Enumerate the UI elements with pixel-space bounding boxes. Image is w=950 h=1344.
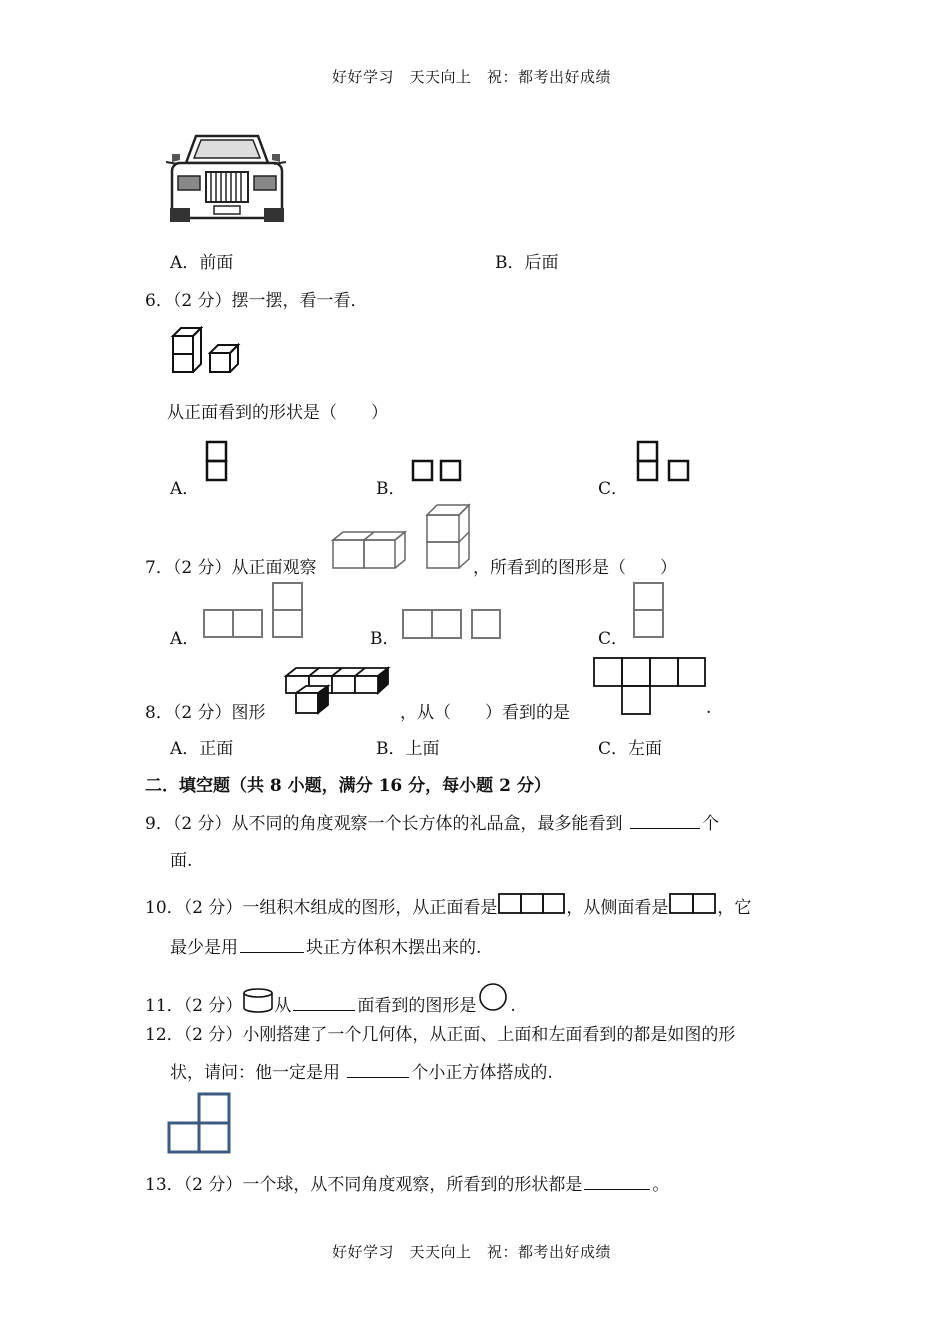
q10-line1 <box>145 893 751 918</box>
q9-text-1: 9．（2 分）从不同的角度观察一个长方体的礼品盒，最多能看到 <box>145 814 623 834</box>
q6-sub-question: 从正面看到的形状是（ ） <box>167 403 388 423</box>
q12-view-figure <box>166 1092 234 1156</box>
q10-text-2: ，从侧面看是 <box>566 898 669 918</box>
q12-answer-blank[interactable] <box>347 1060 409 1078</box>
q12-text-2: 个小正方体搭成的. <box>411 1063 553 1083</box>
q7-stem-part2: ，所看到的图形是（ ） <box>473 558 677 578</box>
q6-option-a-figure <box>205 440 230 484</box>
q8-solid-figure <box>282 666 394 716</box>
q10-text-5: 块正方体积木摆出来的. <box>306 938 482 958</box>
q8-stem-part1: 8．（2 分）图形 <box>145 703 266 723</box>
q8-stem-part2: ，从（ ）看到的是 <box>400 703 570 723</box>
q10-text-4: 最少是用 <box>170 938 238 958</box>
q5-option-b: B．后面 <box>495 253 559 273</box>
q11-text-4: . <box>510 996 516 1016</box>
q10-answer-blank[interactable] <box>240 935 304 953</box>
q11-text-1: 11．（2 分） <box>145 996 243 1016</box>
q11-text-2: 从 <box>274 996 292 1016</box>
q12-line2 <box>170 1058 553 1083</box>
q6-option-b-figure <box>411 458 465 484</box>
q10-front-view-figure <box>498 893 566 915</box>
q11-text-3: 面看到的图形是 <box>357 996 477 1016</box>
circle-figure <box>476 983 510 1013</box>
q10-line2 <box>170 933 481 958</box>
q5-option-a: A．前面 <box>170 253 234 273</box>
q9-line2: 面. <box>170 851 193 871</box>
q7-option-b: B． <box>370 629 400 649</box>
q10-side-view-figure <box>669 893 717 915</box>
q7-option-b-figure <box>401 609 503 641</box>
q10-text-3: ，它 <box>717 898 752 918</box>
q6-cubes-figure <box>170 326 245 376</box>
q6-option-c: C． <box>598 479 629 499</box>
q11-line <box>145 983 516 1016</box>
car-front-figure <box>166 128 286 228</box>
q8-option-a: A．正面 <box>170 739 234 759</box>
q7-option-c-figure <box>632 582 666 640</box>
q8-view-figure <box>593 656 707 718</box>
q9-line1 <box>145 809 719 834</box>
q8-option-b: B．上面 <box>376 739 440 759</box>
section-title: 二．填空题（共 8 小题，满分 16 分，每小题 2 分） <box>145 776 551 796</box>
q6-option-a: A． <box>170 479 200 499</box>
q6-option-b: B． <box>376 479 406 499</box>
q9-text-2: 个 <box>701 814 719 834</box>
q13-line <box>145 1170 669 1195</box>
q13-answer-blank[interactable] <box>584 1172 650 1190</box>
q12-text-1: 状，请问：他一定是用 <box>170 1063 340 1083</box>
q13-text-1: 13．（2 分）一个球，从不同角度观察，所看到的形状都是 <box>145 1175 583 1195</box>
q11-answer-blank[interactable] <box>293 993 355 1011</box>
q7-option-a: A． <box>170 629 200 649</box>
q6-option-c-figure <box>636 440 694 484</box>
q7-option-a-figure <box>202 582 306 640</box>
q7-stem-part1: 7．（2 分）从正面观察 <box>145 558 317 578</box>
page-footer: 好好学习 天天向上 祝：都考出好成绩 <box>332 1243 612 1261</box>
q10-text-1: 10．（2 分）一组积木组成的图形，从正面看是 <box>145 898 498 918</box>
q13-text-2: 。 <box>652 1175 670 1195</box>
q7-prism-figure-1 <box>331 530 409 570</box>
q8-stem-end: . <box>706 698 712 718</box>
q6-stem: 6．（2 分）摆一摆，看一看． <box>145 291 368 311</box>
page-header: 好好学习 天天向上 祝：都考出好成绩 <box>332 68 612 86</box>
cylinder-figure <box>242 988 274 1014</box>
q7-prism-figure-2 <box>425 503 473 571</box>
q12-line1: 12．（2 分）小刚搭建了一个几何体，从正面、上面和左面看到的都是如图的形 <box>145 1025 736 1045</box>
q8-option-c: C．左面 <box>598 739 663 759</box>
q9-answer-blank[interactable] <box>630 811 700 829</box>
q7-option-c: C． <box>598 629 629 649</box>
